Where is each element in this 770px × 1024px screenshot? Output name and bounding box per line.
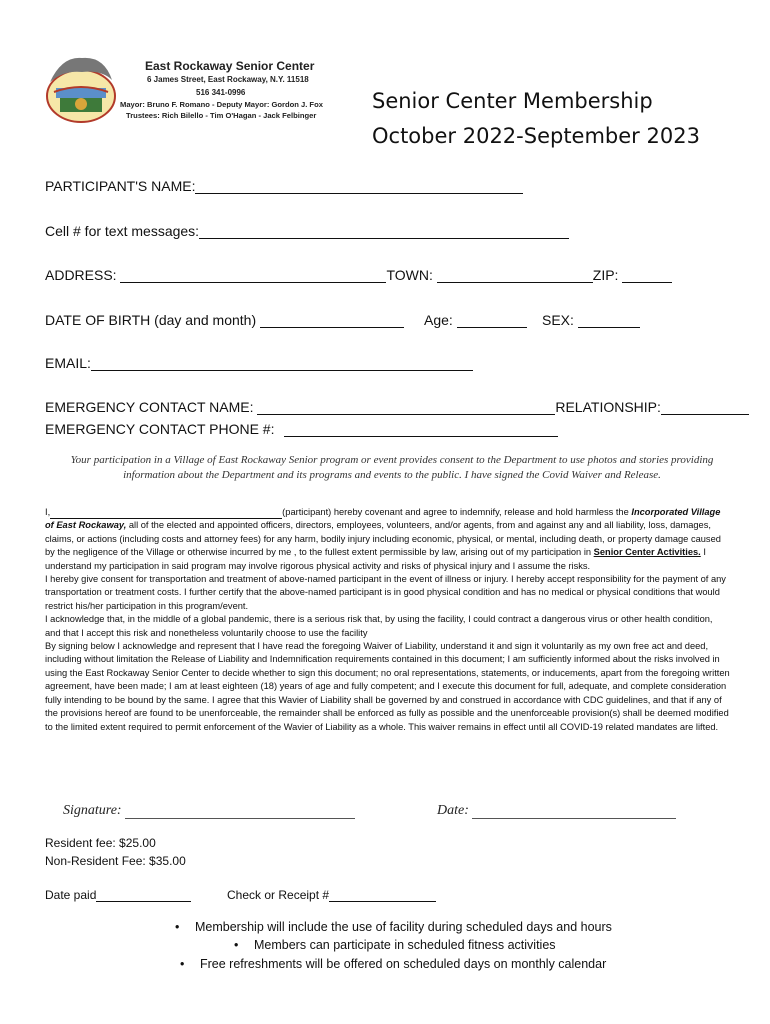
waiver-paragraph-4: By signing below I acknowledge and represent that I have read the foregoing Waiver of Liability, understand it and sign it voluntarily as my own free act and deed, including without limitation the Release of Liability and Indemnification requirements contained in this document; I am sufficiently informed about the risks involved in using the East Rockaway Senior Center to decide whether to sign this document; no oral representations, statements, or inducements, apart from the foregoing written agreement, have been made; I am at least eighteen (18) years of age and fully competent; and I execute this document for full, adequate, and complete consideration fully intending to be bound by the same. I agree that this Wavier of Liability shall be governed by and construed in accordance with CDC guidelines, and that if any of the provisions hereof are found to be unenforceable, the remainder shall be enforced as fully as possible and the unenforceable provision(s) shall be deemed modified to the limited extent required to permit enforcement of the Wavier of Liability as a whole. This waiver remains in effect until all COVID-19 related mandates are lifted. — [45, 641, 730, 732]
center-phone: 516 341-0996 — [196, 88, 246, 97]
signature-row — [63, 803, 355, 819]
check-input[interactable] — [329, 889, 436, 902]
date-paid-input[interactable] — [96, 889, 191, 902]
check-label: Check or Receipt # — [227, 888, 330, 902]
sex-label: SEX: — [542, 312, 574, 328]
waiver-paragraph-3: I acknowledge that, in the middle of a global pandemic, there is a serious risk that, by using the facility, I could contract a dangerous virus or other health condition, and that I accept this risk and nonetheless voluntarily choose to use the facility — [45, 614, 713, 638]
email-input[interactable] — [91, 356, 473, 371]
center-address: 6 James Street, East Rockaway, N.Y. 11518 — [147, 75, 309, 84]
signature-label: Signature: — [63, 803, 122, 818]
age-input[interactable] — [457, 313, 527, 328]
cell-label: Cell # for text messages: — [45, 223, 200, 239]
waiver-middle: all of the elected and appointed officers, directors, employees, volunteers, and/or agents, from and against any and all liability, loss, damages, claims, or actions (including costs and attorney fees) for any harm, bodily injury including economic, physical, or mental, including death, or property damage caused by the negligence of the Village or otherwise incurred by me , to the fullest extent permissible by law, arising out of my participation in — [45, 520, 721, 558]
form-title: Senior Center Membership — [372, 89, 653, 113]
address-input[interactable] — [120, 268, 386, 283]
cell-input[interactable] — [199, 224, 569, 239]
town-label: TOWN: — [386, 267, 433, 283]
signature-input[interactable] — [125, 804, 355, 819]
center-name: East Rockaway Senior Center — [145, 59, 315, 73]
center-trustees-line: Trustees: Rich Bilello - Tim O'Hagan - Jack Felbinger — [126, 111, 317, 120]
waiver-end: I understand my participation in said program may involve rigorous physical activity and risks of physical injury and I assume the risks. — [45, 547, 706, 571]
waiver-after-blank: (participant) hereby covenant and agree to indemnify, release and hold harmless the — [282, 507, 629, 517]
sex-input[interactable] — [578, 313, 640, 328]
emergency-phone-row — [45, 421, 558, 437]
photo-consent-text: Your participation in a Village of East Rockaway Senior program or event provides consent to the Department to use photos and stories providing information about the Department and its programs and events to the public. I have signed the Covid Waiver and Release. — [70, 454, 714, 481]
dob-label: DATE OF BIRTH (day and month) — [45, 312, 257, 328]
date-paid-label: Date paid — [45, 888, 97, 902]
list-item: • Free refreshments will be offered on scheduled days on monthly calendar — [200, 957, 606, 971]
email-label: EMAIL: — [45, 355, 91, 371]
emergency-name-input[interactable] — [257, 400, 555, 415]
age-row — [424, 312, 527, 328]
emergency-phone-input[interactable] — [284, 422, 558, 437]
town-input[interactable] — [437, 268, 593, 283]
date-label: Date: — [437, 803, 469, 818]
sex-row — [542, 312, 640, 328]
zip-label: ZIP: — [592, 267, 619, 283]
emergency-phone-label: EMERGENCY CONTACT PHONE #: — [45, 421, 275, 437]
participant-name-input[interactable] — [195, 179, 523, 194]
age-label: Age: — [424, 312, 453, 328]
village-seal-logo — [42, 52, 120, 126]
emergency-name-row — [45, 399, 749, 415]
dob-input[interactable] — [260, 313, 404, 328]
zip-input[interactable] — [622, 268, 672, 283]
date-row — [437, 803, 676, 819]
waiver-activities: Senior Center Activities. — [593, 547, 701, 558]
resident-fee: Resident fee: $25.00 — [45, 836, 156, 850]
address-row — [45, 267, 672, 283]
participant-name-label: PARTICIPANT'S NAME: — [45, 178, 196, 194]
center-mayor-line: Mayor: Bruno F. Romano - Deputy Mayor: Gordon J. Fox — [120, 100, 323, 109]
waiver-text — [45, 506, 730, 734]
list-item: • Members can participate in scheduled fitness activities — [254, 938, 556, 952]
participant-waiver-name-input[interactable] — [50, 508, 282, 519]
waiver-prefix: I, — [45, 507, 51, 517]
check-row — [227, 888, 436, 902]
relationship-input[interactable] — [661, 400, 749, 415]
date-input[interactable] — [472, 804, 676, 819]
relationship-label: RELATIONSHIP: — [555, 399, 661, 415]
waiver-paragraph-2: I hereby give consent for transportation and treatment of above-named participant in the event of illness or injury. I hereby accept responsibility for the payment of any transportation or treatment costs. I further certify that the above-named participant is in good physical condition and has no medical or physical conditions that would restrict his/her participation in this program/event. — [45, 574, 726, 611]
address-label: ADDRESS: — [45, 267, 117, 283]
date-paid-row — [45, 888, 191, 902]
waiver-paragraph-1 — [45, 506, 730, 573]
email-row — [45, 355, 473, 371]
waiver-org-name: Incorporated Village of East Rockaway, — [45, 507, 721, 531]
dob-row — [45, 312, 404, 328]
list-item: • Membership will include the use of facility during scheduled days and hours — [195, 920, 612, 934]
emergency-name-label: EMERGENCY CONTACT NAME: — [45, 399, 254, 415]
non-resident-fee: Non-Resident Fee: $35.00 — [45, 854, 186, 868]
cell-row — [45, 223, 569, 239]
form-period: October 2022-September 2023 — [372, 124, 700, 148]
participant-name-row — [45, 178, 523, 194]
